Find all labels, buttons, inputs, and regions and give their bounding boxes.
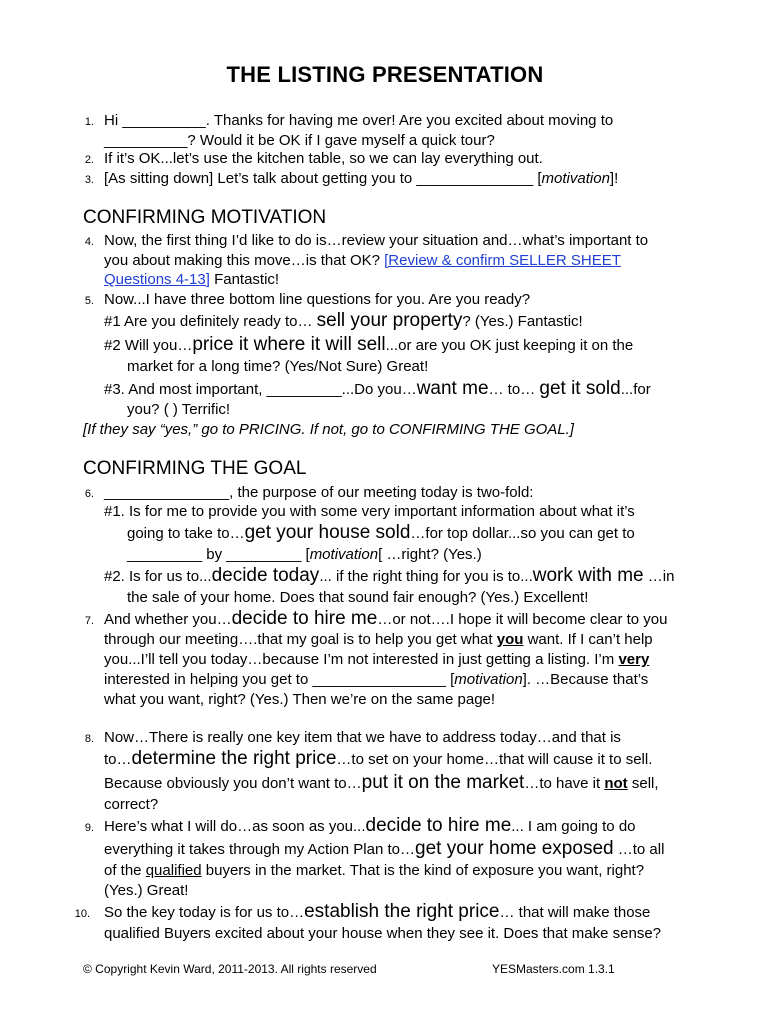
item-number: 1. — [84, 116, 94, 128]
item-8-line-4: correct? — [104, 796, 159, 813]
item-5-question-1: #1 Are you definitely ready to… sell your property? (Yes.) Fantastic! — [104, 310, 583, 331]
item-8-line-3: Because obviously you don’t want to…put it on the market…to have it not sell, — [104, 772, 659, 793]
item-number: 9. — [84, 822, 94, 834]
item-number: 3. — [84, 174, 94, 186]
item-10-line-1: So the key today is for us to…establish the right price… that will make those — [104, 901, 651, 922]
item-2-line-1: If it’s OK...let’s use the kitchen table, so we can lay everything out. — [104, 150, 543, 167]
item-number: 10. — [74, 908, 90, 920]
item-7-line-1: And whether you…decide to hire me…or not….I hope it will become clear to you — [104, 608, 668, 629]
item-number: 7. — [84, 615, 94, 627]
item-9-line-2: everything it takes through my Action Plan to…get your home exposed …to all — [104, 838, 665, 859]
item-9-line-1: Here’s what I will do…as soon as you...decide to hire me... I am going to do — [104, 815, 636, 836]
item-number: 5. — [84, 295, 94, 307]
footer-site: YESMasters.com 1.3.1 — [492, 962, 615, 976]
item-4-line-2: you about making this move…is that OK? [Review & confirm SELLER SHEET — [104, 252, 621, 269]
pricing-note: [If they say “yes,” go to PRICING. If not, go to CONFIRMING THE GOAL.] — [83, 421, 574, 438]
item-8-line-1: Now…There is really one key item that we have to address today…and that is — [104, 729, 621, 746]
item-5-question-3: #3. And most important, _________...Do you…want me… to… get it sold...for — [104, 378, 651, 399]
item-1-line-2: __________? Would it be OK if I gave myself a quick tour? — [104, 132, 495, 149]
item-7-line-4: interested in helping you get to ________________ [motivation]. …Because that’s — [104, 671, 649, 688]
item-6-purpose-1-cont2: _________ by _________ [motivation[ …right? (Yes.) — [127, 546, 482, 563]
item-5-question-2-cont: market for a long time? (Yes/Not Sure) Great! — [127, 358, 429, 375]
item-4-line-1: Now, the first thing I’d like to do is…review your situation and…what’s important to — [104, 232, 649, 249]
item-9-line-4: (Yes.) Great! — [104, 882, 189, 899]
page-title: THE LISTING PRESENTATION — [226, 62, 544, 87]
item-3-line-1: [As sitting down] Let’s talk about getting you to ______________ [motivation]! — [104, 170, 619, 187]
item-6-purpose-1-cont: going to take to…get your house sold…for top dollar...so you can get to — [127, 522, 635, 543]
item-1-line-1: Hi __________. Thanks for having me over! Are you excited about moving to — [104, 112, 614, 129]
item-number: 8. — [84, 733, 94, 745]
item-number: 4. — [84, 236, 94, 248]
footer-copyright: © Copyright Kevin Ward, 2011-2013. All rights reserved — [83, 962, 377, 976]
item-10-line-2: qualified Buyers excited about your house when they see it. Does that make sense? — [104, 925, 661, 942]
item-5-line-1: Now...I have three bottom line questions for you. Are you ready? — [104, 291, 531, 308]
item-6-line-1: _______________, the purpose of our meeting today is two-fold: — [104, 484, 534, 501]
item-7-line-2: through our meeting….that my goal is to help you get what you want. If I can’t help — [104, 631, 653, 648]
item-5-question-2: #2 Will you…price it where it will sell...or are you OK just keeping it on the — [104, 334, 634, 355]
item-4-line-3: Questions 4-13] Fantastic! — [104, 271, 280, 288]
item-5-question-3-cont: you? ( ) Terrific! — [127, 401, 231, 418]
item-number: 6. — [84, 488, 94, 500]
section-heading-motivation: CONFIRMING MOTIVATION — [83, 207, 327, 228]
section-heading-goal: CONFIRMING THE GOAL — [83, 458, 307, 479]
item-6-purpose-1: #1. Is for me to provide you with some very important information about what it’s — [104, 503, 635, 520]
item-7-line-3: you...I’ll tell you today…because I’m not interested in just getting a listing. I’m very — [104, 651, 650, 668]
seller-sheet-link-cont[interactable]: Questions 4-13] — [104, 271, 210, 288]
item-9-line-3: of the qualified buyers in the market. That is the kind of exposure you want, right? — [104, 862, 645, 879]
seller-sheet-link[interactable]: [Review & confirm SELLER SHEET — [384, 252, 621, 269]
item-6-purpose-2: #2. Is for us to...decide today... if the right thing for you is to...work with me …in — [104, 565, 675, 586]
item-number: 2. — [84, 154, 94, 166]
item-8-line-2: to…determine the right price…to set on your home…that will cause it to sell. — [104, 748, 653, 769]
item-7-line-5: what you want, right? (Yes.) Then we’re on the same page! — [104, 691, 496, 708]
item-6-purpose-2-cont: the sale of your home. Does that sound fair enough? (Yes.) Excellent! — [127, 589, 589, 606]
